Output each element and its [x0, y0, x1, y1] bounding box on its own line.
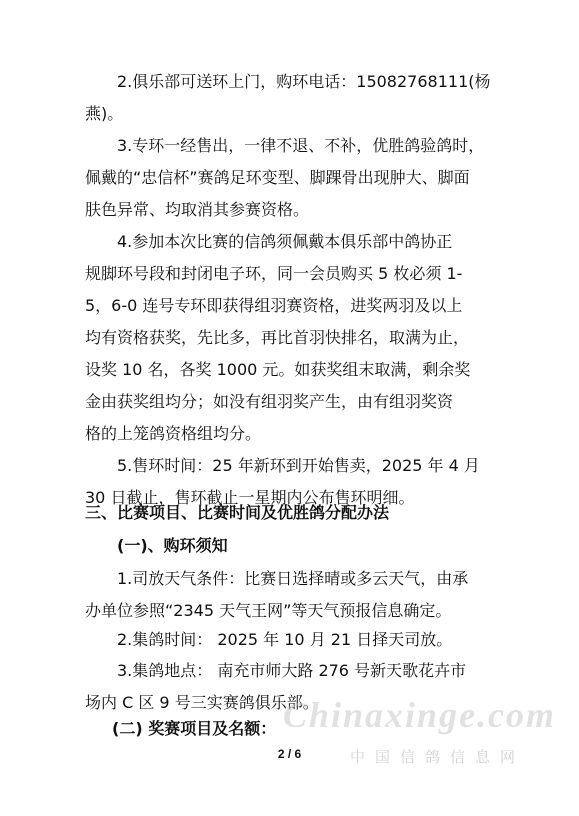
text-line: 燕)。: [85, 104, 124, 123]
paragraph-weather: [85, 563, 495, 627]
text-line: 场内 C 区 9 号三实赛鸽俱乐部。: [85, 693, 319, 712]
paragraph-collection-place: [85, 655, 495, 719]
text-line: 格的上笼鸽资格组均分。: [85, 424, 262, 443]
subsection-heading: (一)、购环须知: [117, 536, 228, 555]
paragraph-ring-policy: [85, 130, 495, 226]
text-line: 1.司放天气条件：比赛日选择晴或多云天气，由承: [117, 569, 469, 588]
text-line: 佩戴的“忠信杯”赛鸽足环变型、脚踝骨出现肿大、脚面: [85, 168, 470, 187]
paragraph-collection-time: [85, 624, 495, 656]
watermark-tagline: 中国信鸽信息网: [350, 748, 526, 766]
text-line: 3.集鸽地点： 南充市师大路 276 号新天歌花卉市: [117, 661, 467, 680]
text-line: 4.参加本次比赛的信鸽须佩戴本俱乐部中鸽协正: [117, 232, 453, 251]
text-line: 规脚环号段和封闭电子环，同一会员购买 5 枚必须 1-: [85, 264, 463, 283]
text-line: 30 日截止，售环截止一星期内公布售环明细。: [85, 488, 415, 507]
text-line: 肤色异常、均取消其参赛资格。: [85, 200, 310, 219]
section-heading: 三、比赛项目、比赛时间及优胜鸽分配办法: [85, 503, 390, 522]
text-line: 5.售环时间：25 年新环到开始售卖，2025 年 4 月: [117, 456, 480, 475]
text-line: 2.集鸽时间： 2025 年 10 月 21 日择天司放。: [117, 630, 453, 649]
text-line: 设奖 10 名，各奖 1000 元。如获奖组末取满，剩余奖: [85, 360, 471, 379]
text-line: 金由获奖组均分；如没有组羽奖产生，由有组羽奖资: [85, 392, 454, 411]
subsection-heading: (二) 奖赛项目及名额：: [112, 719, 277, 738]
page-number: 2 / 6: [277, 747, 302, 761]
watermark-brand: Chinaxinge.com: [283, 695, 557, 735]
text-line: 办单位参照“2345 天气王网”等天气预报信息确定。: [85, 601, 452, 620]
text-line: 3.专环一经售出，一律不退、不补，优胜鸽验鸽时，: [117, 136, 485, 155]
text-line: 5，6-0 连号专环即获得组羽赛资格，进奖两羽及以上: [85, 296, 463, 315]
paragraph-group-award: [85, 226, 495, 450]
text-line: 2.俱乐部可送环上门，购环电话：15082768111(杨: [117, 72, 491, 91]
paragraph-ring-delivery: [85, 66, 495, 130]
text-line: 均有资格获奖，先比多，再比首羽快排名，取满为止，: [85, 328, 470, 347]
